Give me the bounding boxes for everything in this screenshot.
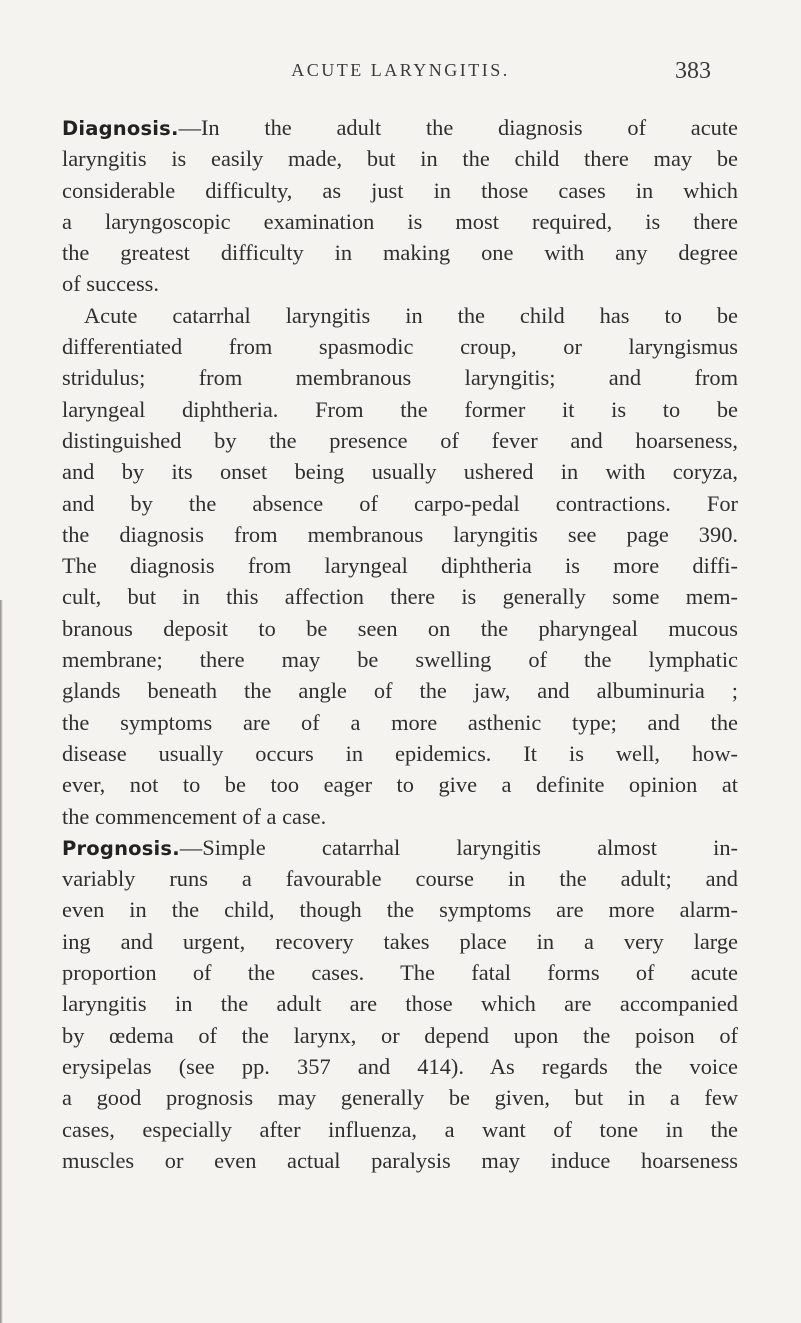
text-line: glands beneath the angle of the jaw, and albuminuria ; — [62, 678, 738, 704]
text-line: disease usually occurs in epidemics. It is well, how- — [62, 740, 738, 766]
text-line: ever, not to be too eager to give a definite opinion at — [62, 772, 738, 798]
text-line: stridulus; from membranous laryngitis; and from — [62, 365, 738, 391]
body-text — [62, 112, 738, 1176]
text-line: membrane; there may be swelling of the lymphatic — [62, 647, 738, 673]
text-line: Diagnosis.—In the adult the diagnosis of acute — [62, 115, 738, 140]
prognosis-heading: Prognosis. — [62, 836, 180, 860]
text-line: even in the child, though the symptoms are more alarm- — [62, 897, 738, 923]
text-line: proportion of the cases. The fatal forms of acute — [62, 960, 738, 986]
text-line: laryngeal diphtheria. From the former it is to be — [62, 396, 738, 422]
text-line: the greatest difficulty in making one with any degree — [62, 240, 738, 266]
page-edge-shadow — [0, 600, 3, 1323]
text-line: erysipelas (see pp. 357 and 414). As regards the voice — [62, 1053, 738, 1079]
text-line: of success. — [62, 271, 159, 297]
running-head — [0, 58, 801, 88]
text-line: differentiated from spasmodic croup, or laryngismus — [62, 334, 738, 360]
text-line: by œdema of the larynx, or depend upon the poison of — [62, 1022, 738, 1048]
text-line: and by its onset being usually ushered in with coryza, — [62, 459, 738, 485]
text-line: Prognosis.—Simple catarrhal laryngitis almost in- — [62, 834, 738, 860]
page-number: 383 — [675, 58, 711, 84]
text-line: branous deposit to be seen on the pharyngeal mucous — [62, 615, 738, 641]
text-line: The diagnosis from laryngeal diphtheria is more diffi- — [62, 553, 738, 579]
text-line: considerable difficulty, as just in those cases in which — [62, 177, 738, 203]
text-line: the diagnosis from membranous laryngitis see page 390. — [62, 521, 738, 547]
text-line: the symptoms are of a more asthenic type; and the — [62, 709, 738, 735]
diagnosis-heading: Diagnosis. — [62, 117, 179, 140]
text-line: the commencement of a case. — [62, 803, 327, 829]
text-line: cases, especially after influenza, a want of tone in the — [62, 1116, 738, 1142]
text-line: Acute catarrhal laryngitis in the child has to be — [84, 302, 738, 328]
text-line: laryngitis is easily made, but in the child there may be — [62, 146, 738, 172]
text-line: laryngitis in the adult are those which are accompanied — [62, 991, 738, 1017]
text-line: a laryngoscopic examination is most required, is there — [62, 208, 738, 234]
text-line: variably runs a favourable course in the adult; and — [62, 866, 738, 892]
text-line: cult, but in this affection there is generally some mem- — [62, 584, 738, 610]
text-line: muscles or even actual paralysis may induce hoarseness — [62, 1147, 738, 1173]
text-line: and by the absence of carpo-pedal contractions. For — [62, 490, 738, 516]
text-line: a good prognosis may generally be given, but in a few — [62, 1085, 738, 1111]
running-title: ACUTE LARYNGITIS. — [291, 60, 510, 80]
text-line: ing and urgent, recovery takes place in a very large — [62, 928, 738, 954]
text-line: distinguished by the presence of fever and hoarseness, — [62, 427, 738, 453]
